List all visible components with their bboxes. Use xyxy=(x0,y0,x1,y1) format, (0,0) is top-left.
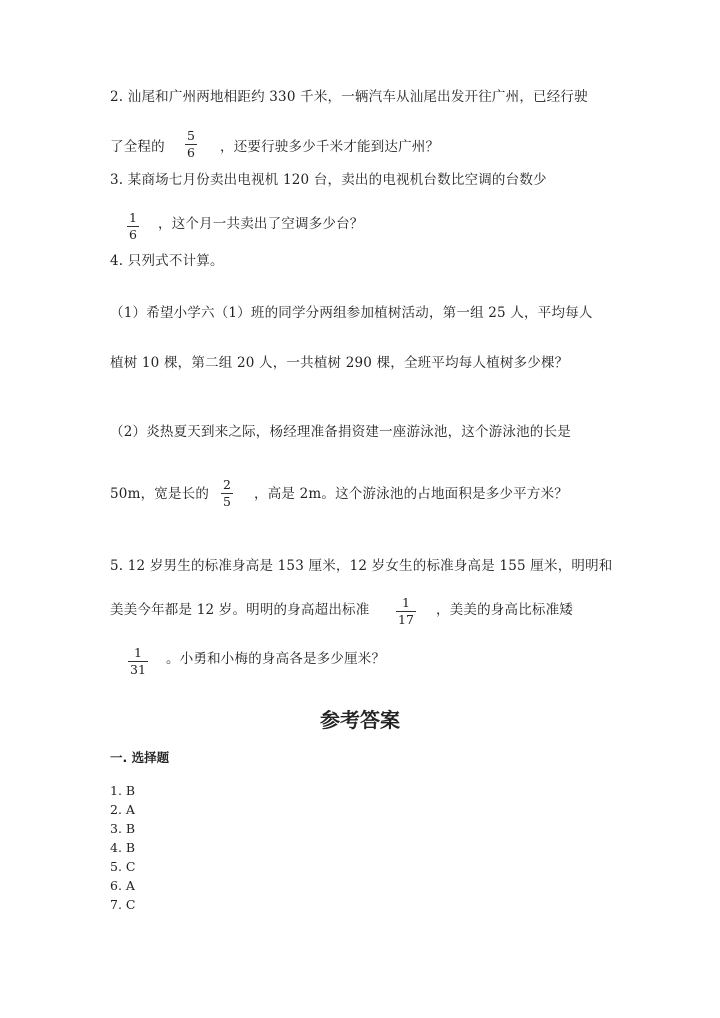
q4-part2-line-2a: 50m，宽是长的 xyxy=(110,486,210,502)
q2-frac-den: 6 xyxy=(187,145,195,160)
q3-frac-num: 1 xyxy=(129,210,137,225)
q4-part1-line-1: （1）希望小学六（1）班的同学分两组参加植树活动，第一组 25 人，平均每人 xyxy=(110,305,593,321)
q4-frac-den: 5 xyxy=(223,494,231,509)
q5-frac2-num: 1 xyxy=(133,645,142,660)
answers-section-title: 一. 选择题 xyxy=(110,750,170,765)
q5-fraction-2 xyxy=(128,646,148,677)
answer-item: 6. A xyxy=(110,878,135,893)
q3-fraction xyxy=(127,211,139,242)
q2-line-1: 2. 汕尾和广州两地相距约 330 千米，一辆汽车从汕尾出发开往广州，已经行驶 xyxy=(110,89,588,105)
q5-line-1: 5. 12 岁男生的标准身高是 153 厘米，12 岁女生的标准身高是 155 厘米，明明和 xyxy=(110,558,613,574)
q4-part2-fraction xyxy=(221,478,233,509)
q4-part1-line-2: 植树 10 棵，第二组 20 人，一共植树 290 棵，全班平均每人植树多少棵？ xyxy=(110,355,569,371)
q5-frac1-den: 17 xyxy=(398,612,414,627)
q4-frac-num: 2 xyxy=(223,477,231,492)
answers-heading: 参考答案 xyxy=(320,708,400,732)
q5-fraction-1 xyxy=(396,596,416,627)
q5-frac2-den: 31 xyxy=(130,662,146,677)
answer-item: 7. C xyxy=(110,897,136,912)
q4-part2-line-1: （2）炎热夏天到来之际，杨经理准备捐资建一座游泳池，这个游泳池的长是 xyxy=(110,424,571,440)
answer-item: 4. B xyxy=(110,840,136,855)
answer-item: 3. B xyxy=(110,821,136,836)
answer-item: 5. C xyxy=(110,859,136,874)
answer-item: 2. A xyxy=(110,802,135,817)
q2-frac-num: 5 xyxy=(187,128,195,143)
answer-item: 1. B xyxy=(110,783,136,798)
q4-title: 4. 只列式不计算。 xyxy=(110,253,224,269)
q2-line-2a: 了全程的 xyxy=(110,139,165,155)
q5-frac1-num: 1 xyxy=(401,595,410,610)
q5-line-3: 。小勇和小梅的身高各是多少厘米？ xyxy=(166,651,386,667)
q2-line-2b: ，还要行驶多少千米才能到达广州？ xyxy=(220,139,440,155)
q4-part2-line-2b: ，高是 2m。这个游泳池的占地面积是多少平方米？ xyxy=(254,486,568,502)
q5-line-2b: ，美美的身高比标准矮 xyxy=(436,602,573,618)
q3-line-2: ，这个月一共卖出了空调多少台？ xyxy=(158,216,364,232)
q3-line-1: 3. 某商场七月份卖出电视机 120 台，卖出的电视机台数比空调的台数少 xyxy=(110,172,547,188)
q2-fraction xyxy=(185,129,197,160)
q5-line-2a: 美美今年都是 12 岁。明明的身高超出标准 xyxy=(110,602,370,618)
q3-frac-den: 6 xyxy=(129,227,137,242)
